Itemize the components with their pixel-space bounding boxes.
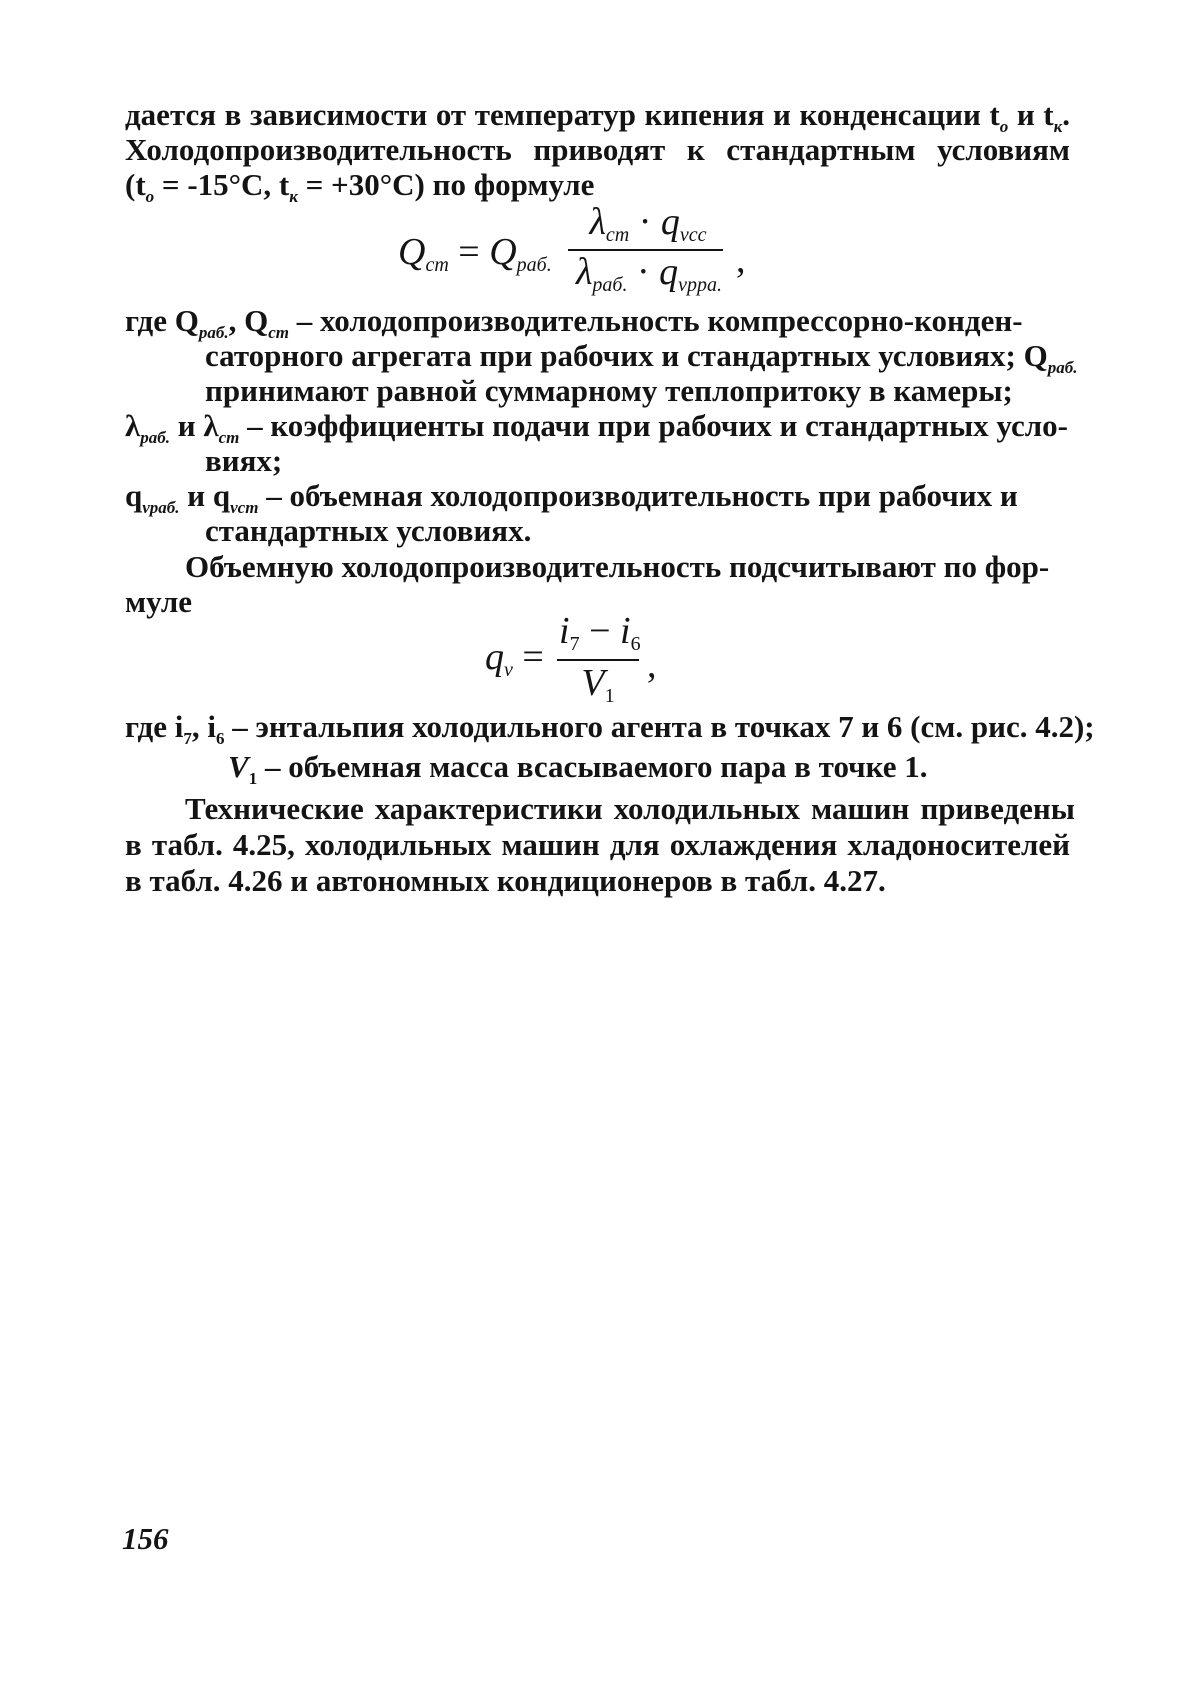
page-number: 156 [122,1521,169,1556]
text-line: где $i_7$, $i_6$ – энтальпия холодильного агента в точках 7 и 6 (см. рис. 4.2); [125,709,1095,748]
text-line: муле [125,584,192,619]
text-line: ($t_о = -15^\circ C$, $t_к = +30^\circ C$) по формуле [125,167,595,206]
text-line: Холодопроизводительность приводят к стандартным условиям [125,132,1070,167]
fraction-numerator: $\lambda_{ст} \cdot q_{vcc}$ [589,201,707,246]
fraction-denominator: $\lambda_{раб.} \cdot q_{vрpa.}$ [575,251,723,296]
formula-cold-capacity: $Q_{ст} = Q_{раб.}$ $\lambda_{ст} \cdot q_{vcc}$ $\lambda_{раб.} \cdot q_{vрpa.}$ , [398,201,746,296]
text-line: $q_{vраб.}$ и $q_{vст}$ – объемная холодопроизводительность при рабочих и [125,478,1018,517]
text-line: виях; [205,443,283,478]
text-line: Технические характеристики холодильных машин приведены [185,791,1075,826]
fraction-denominator: $V_1$ [581,662,615,707]
formula-volumetric-capacity: $q_v$ = $i_7 - i_6$ $V_1$ , [485,610,657,707]
text-line: дается в зависимости от температур кипения и конденсации $t_о$ и $t_к$. [125,97,1070,134]
text-line: принимают равной суммарному теплопритоку в камеры; [205,373,1013,408]
text-line: в табл. 4.25, холодильных машин для охлаждения хладоносителей [125,827,1070,862]
text-line: Объемную холодопроизводительность подсчитывают по фор- [185,549,1050,584]
text-line: стандартных условиях. [205,513,532,548]
fraction-bar [557,659,639,661]
fraction-numerator: $i_7 - i_6$ [559,610,641,655]
text-line: в табл. 4.26 и автономных кондиционеров в табл. 4.27. [125,863,886,898]
text-line: $\lambda_{раб.}$ и $\lambda_{ст}$ – коэффициенты подачи при рабочих и стандартных усло- [125,408,1068,447]
text-line: где $Q_{раб.}$, $Q_{ст}$ – холодопроизводительность компрессорно-конден- [125,303,1023,342]
text-line: саторного агрегата при рабочих и стандартных условиях; $Q_{раб.}$ [205,338,1078,377]
text-line: $V_1$ – объемная масса всасываемого пара в точке 1. [228,749,928,788]
